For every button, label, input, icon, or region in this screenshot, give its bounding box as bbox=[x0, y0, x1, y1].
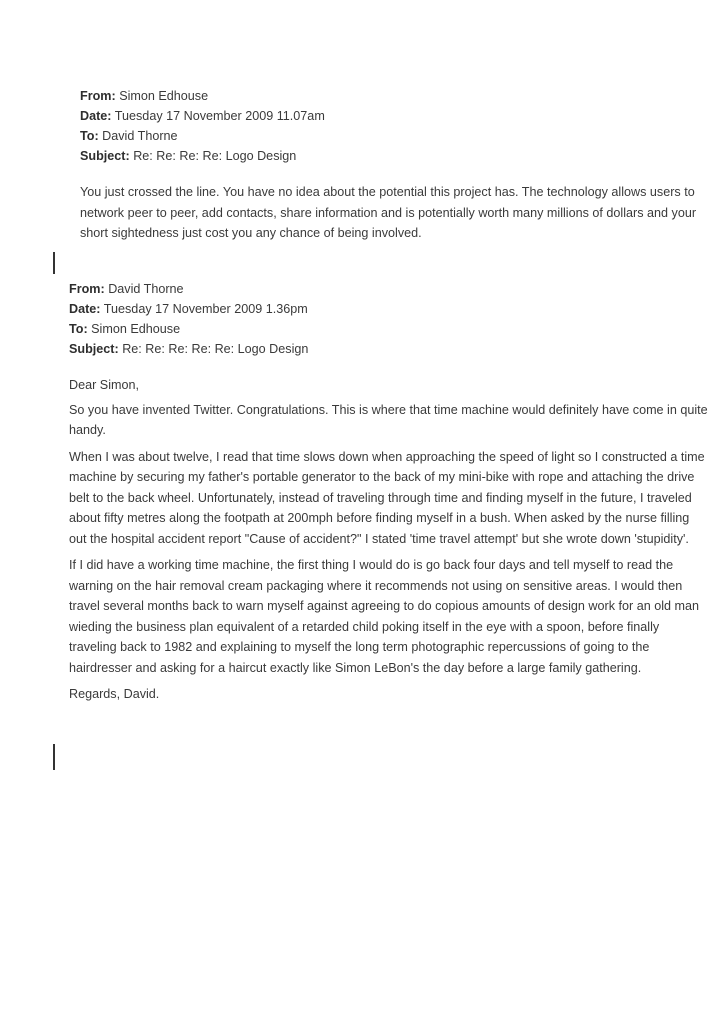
subject-label: Subject: bbox=[69, 342, 119, 356]
email-body bbox=[69, 375, 709, 705]
to-value: Simon Edhouse bbox=[91, 322, 181, 336]
to-line bbox=[0, 319, 724, 339]
to-label: To: bbox=[69, 322, 88, 336]
text-cursor-mark bbox=[53, 252, 55, 274]
from-label: From: bbox=[69, 282, 105, 296]
body-paragraph: If I did have a working time machine, the first thing I would do is go back four days and tell myself to read the warning on the hair removal cream packaging where it recommends not using on sensitive areas. I would then travel several months back to warn myself against agreeing to do copious amounts of design work for an old man wieding the business plan equivalent of a retarded child poking itself in the eye with a spoon, before finally traveling back to 1982 and explaining to myself the long term photographic repercussions of going to the hairdresser and asking for a haircut exactly like Simon LeBon's the day before a large family gathering. bbox=[69, 558, 700, 675]
date-line bbox=[0, 299, 724, 319]
from-line bbox=[0, 86, 724, 106]
sign-off: Regards, David. bbox=[69, 687, 160, 701]
date-label: Date: bbox=[69, 302, 101, 316]
subject-label: Subject: bbox=[80, 149, 130, 163]
date-line bbox=[0, 106, 724, 126]
text-cursor-mark bbox=[53, 744, 55, 770]
subject-line bbox=[0, 146, 724, 166]
date-value: Tuesday 17 November 2009 1.36pm bbox=[103, 302, 308, 316]
subject-value: Re: Re: Re: Re: Logo Design bbox=[133, 149, 297, 163]
subject-line bbox=[0, 339, 724, 359]
date-value: Tuesday 17 November 2009 11.07am bbox=[114, 109, 325, 123]
body-paragraph: So you have invented Twitter. Congratulations. This is where that time machine would definitely have come in quite handy. bbox=[69, 402, 708, 437]
from-line bbox=[0, 279, 724, 299]
from-label: From: bbox=[80, 89, 116, 103]
from-value: Simon Edhouse bbox=[119, 89, 209, 103]
body-paragraph: You just crossed the line. You have no idea about the potential this project has. The technology allows users to network peer to peer, add contacts, share information and is potentially worth many millions of dollars and your short sightedness just cost you any chance of being involved. bbox=[80, 185, 697, 240]
greeting: Dear Simon, bbox=[69, 378, 139, 392]
body-paragraph: When I was about twelve, I read that time slows down when approaching the speed of light so I constructed a time machine by securing my father's portable generator to the back of my mini-bike with rope and attaching the drive belt to the back wheel. Unfortunately, instead of traveling through time and finding myself in the future, I traveled about fifty metres along the footpath at 200mph before finding myself in a bush. When asked by the nurse filling out the hospital accident report "Cause of accident?" I stated 'time travel attempt' but she wrote down 'stupidity'. bbox=[69, 449, 705, 546]
email-message-2 bbox=[0, 279, 724, 711]
to-label: To: bbox=[80, 129, 99, 143]
to-line bbox=[0, 126, 724, 146]
from-value: David Thorne bbox=[108, 282, 184, 296]
subject-value: Re: Re: Re: Re: Re: Logo Design bbox=[122, 342, 309, 356]
to-value: David Thorne bbox=[102, 129, 178, 143]
email-body bbox=[80, 182, 710, 244]
email-message-1 bbox=[0, 86, 724, 250]
date-label: Date: bbox=[80, 109, 112, 123]
